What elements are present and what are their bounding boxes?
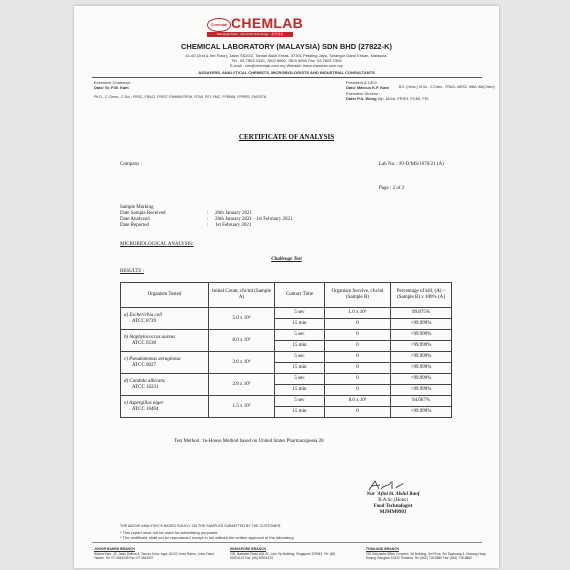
percent-kill: >99.999% (391, 319, 452, 330)
company-phone: Tel : 03-7803 2339, 7803 8060, 7803 5066 Fax: 03-7803 2305 (231, 58, 342, 63)
branch-thailand-address: 292 Ratchada Office Complex, 3A Building, 3rd Floor, Soi Sayruang 4, Khwang Huay Kwang, Bangkok 10320 Thailand. Tel: (662) 718-8880 Fax: (662) 718-8880 (366, 552, 486, 560)
signatory-quals: B.A.Sc.(Hons) (378, 498, 408, 503)
col-header-organism: Organism Tested (121, 283, 209, 308)
branch-singapore (230, 547, 350, 560)
col-header-contact-time: Contact Time (275, 283, 325, 308)
ceo-role: President & CEO: (346, 80, 378, 85)
logo-emblem: Chemlab (207, 18, 231, 32)
company-email: E-mail : clm@chemlab.com.my Website: www.chemlab.com.my (230, 63, 343, 68)
colon: : (207, 223, 209, 228)
signatory-id: MJMM0903 (379, 510, 407, 515)
header-divider (92, 77, 482, 78)
logo-wordmark: CHEMLAB (231, 15, 304, 31)
date-received: 26th January 2021 (215, 211, 252, 216)
organism-survive: 0 (325, 330, 391, 341)
organism-survive: 0 (325, 341, 391, 352)
chairman-quals: Ph.D., C.Chem., C.Sci., FRSC, FRACI, FRIST, FIMMM,FRSH, FCMI, FEI, FMC, FFRMM, FPRRS, FMOSTA (94, 95, 267, 99)
initial-count: 8.0 x 10⁵ (209, 330, 275, 352)
contact-time: 5 sec (275, 396, 325, 407)
contact-time: 5 sec (275, 330, 325, 341)
director-role: Executive Director: (346, 91, 380, 96)
percent-kill: >99.999% (391, 352, 452, 363)
chairman-name: Dato' Sr. F.W. Kam (94, 85, 129, 90)
signatory-title: Food Technologist (373, 504, 413, 509)
branch-singapore-address: 226, Balestier Road #16-01, Lam Yip Building, Singapore 329943. Tel: (65) 62504122 Fax: (65) 62504133 (230, 552, 336, 560)
organism-survive: 8.0 x 10³ (325, 396, 391, 407)
logo-tagline: Teknologi Kimia · Chemical Technology · 化学技术 (207, 32, 293, 37)
contact-time: 5 sec (275, 352, 325, 363)
disclaimer: THE ABOVE ANALYSIS IS BASED SOLELY ON THE SAMPLES SUBMITTED BY THE CUSTOMER. (120, 524, 282, 528)
note-advertising: * This report must not be used for advertising purposes. (120, 530, 219, 535)
section-heading: MICROBIOLOGICAL ANALYSIS: (120, 242, 194, 247)
percent-kill: >99.999% (391, 363, 452, 374)
percent-kill: >99.999% (391, 330, 452, 341)
colon: : (207, 211, 209, 216)
organism-name: b) Staphylococcus aureus (124, 334, 176, 340)
test-method: Test Method : In-House Method based on United States Pharmacopoeia 28 (174, 439, 324, 444)
chemlab-logo (207, 15, 304, 37)
ceo-quals: B.E. (Hons.), M.Sc., C.Chem., FRACI, MRSC, MBA, AM(Chem). (399, 85, 496, 89)
branch-johor-address: Wisma Kam, 42, Jalan Delima 4, Taman Johor Jaya, 81100 Johor Bahru, Johor Darul Takzim. Tel: 07-3543008 Fax: 07-3543007 (94, 552, 215, 560)
signatory-name: Nur 'Afini bt. Abdul Rauf (366, 492, 420, 497)
branch-johor (94, 547, 214, 560)
organism-survive: 1.0 x 10⁵ (325, 308, 391, 319)
results-label: RESULTS : (120, 269, 144, 274)
organism-cell (121, 330, 209, 352)
organism-name: d) Candida albicans (124, 378, 165, 384)
contact-time: 5 sec (275, 374, 325, 385)
test-heading: Challenge Test (271, 257, 302, 262)
table-row (121, 374, 452, 385)
contact-time: 15 min (275, 319, 325, 330)
organism-strain: ATCC 9027 (132, 362, 157, 368)
initial-count: 5.0 x 10⁶ (209, 308, 275, 330)
table-header-row (121, 283, 452, 308)
branch-johor-title: JOHOR BAHRU BRANCH (94, 547, 135, 551)
percent-kill: 94.667% (391, 396, 452, 407)
initial-count: 1.5 x 10⁵ (209, 396, 275, 418)
table-row (121, 330, 452, 341)
percent-kill: >99.999% (391, 374, 452, 385)
organism-survive: 0 (325, 319, 391, 330)
date-analyzed-label: Date Analyzed (120, 217, 150, 222)
organism-survive: 0 (325, 352, 391, 363)
certificate-page (74, 6, 499, 568)
contact-time: 15 min (275, 341, 325, 352)
percent-kill: >99.999% (391, 407, 452, 418)
percent-kill: >99.999% (391, 385, 452, 396)
director-name-quals (346, 96, 429, 101)
lab-number: Lab No. : PJ-D/MS/1076/21 (A) (379, 162, 444, 167)
company-services: ASSAYERS, ANALYTICAL CHEMISTS, MICROBIOLOGISTS AND INDUSTRIAL CONSULTANTS (198, 70, 375, 75)
initial-count: 2.8 x 10⁵ (209, 374, 275, 396)
organism-strain: ATCC 10231 (132, 384, 159, 390)
certificate-title: CERTIFICATE OF ANALYSIS (238, 133, 335, 141)
table-row (121, 396, 452, 407)
director-name: Datin P.A. Wong (346, 96, 377, 101)
date-analyzed: 26th January 2021 - 1st February 2021 (215, 217, 293, 222)
sample-marking-label: Sample Marking (120, 205, 154, 210)
organism-survive: 0 (325, 374, 391, 385)
date-reported-label: Date Reported (120, 223, 150, 228)
branch-singapore-title: SINGAPORE BRANCH (230, 547, 266, 551)
organism-cell (121, 396, 209, 418)
col-header-survive: Organism Survive, cfu/ml (Sample B) (325, 283, 391, 308)
company-label: Company : (120, 162, 143, 167)
organism-cell (121, 374, 209, 396)
organism-survive: 0 (325, 385, 391, 396)
organism-name: e) Aspergillus niger (124, 400, 164, 406)
initial-count: 3.0 x 10⁶ (209, 352, 275, 374)
company-name: CHEMICAL LABORATORY (MALAYSIA) SDN BHD (27822-K) (181, 42, 392, 51)
organism-strain: ATCC 6538 (132, 340, 157, 346)
footer-divider (92, 542, 482, 543)
table-body (121, 308, 452, 418)
organism-name: c) Pseudomonas aeruginosa (124, 356, 181, 362)
organism-cell (121, 352, 209, 374)
contact-time: 15 min (275, 407, 325, 418)
col-header-kill: Percentage of kill, (A) – (Sample B) x 100% (A) (391, 283, 452, 308)
organism-strain: ATCC 8739 (132, 318, 157, 324)
percent-kill: >99.999% (391, 341, 452, 352)
organism-survive: 0 (325, 363, 391, 374)
chairman-role: Executive Chairman: (94, 80, 131, 85)
director-quals: Dip. MOA, FRSH, FCMI, FEI (377, 96, 429, 101)
branch-thailand-title: THAILAND BRANCH (366, 547, 399, 551)
date-received-label: Date Sample Received (120, 211, 166, 216)
table-row (121, 352, 452, 363)
organism-cell (121, 308, 209, 330)
contact-time: 15 min (275, 385, 325, 396)
col-header-initial: Initial Count, cfu/ml (Sample A) (209, 283, 275, 308)
company-address: 61-65 (2nd & 3rd Floor), Jalan SS20/2, Taman Bukit Emas, 47301 Petaling Jaya, Selangor Darul Ehsan, Malaysia. (185, 53, 388, 58)
table-row (121, 308, 452, 319)
contact-time: 15 min (275, 363, 325, 374)
organism-name: a) Escherichia coli (124, 312, 163, 318)
date-reported: 1st February 2021 (215, 223, 252, 228)
colon: : (207, 217, 209, 222)
signature-mark (363, 478, 413, 492)
note-reproduction: * The certificate shall not be reproduced except in full without the written approval of the laboratory. (120, 535, 295, 540)
percent-kill: 99.875% (391, 308, 452, 319)
page-number: Page : 2 of 2 (379, 186, 405, 191)
contact-time: 5 sec (275, 308, 325, 319)
results-table (120, 282, 452, 418)
ceo-name: Dato' Marcus K.F. Kam (346, 85, 389, 90)
branch-thailand (366, 547, 486, 560)
organism-survive: 0 (325, 407, 391, 418)
organism-strain: ATCC 16404 (132, 406, 159, 412)
